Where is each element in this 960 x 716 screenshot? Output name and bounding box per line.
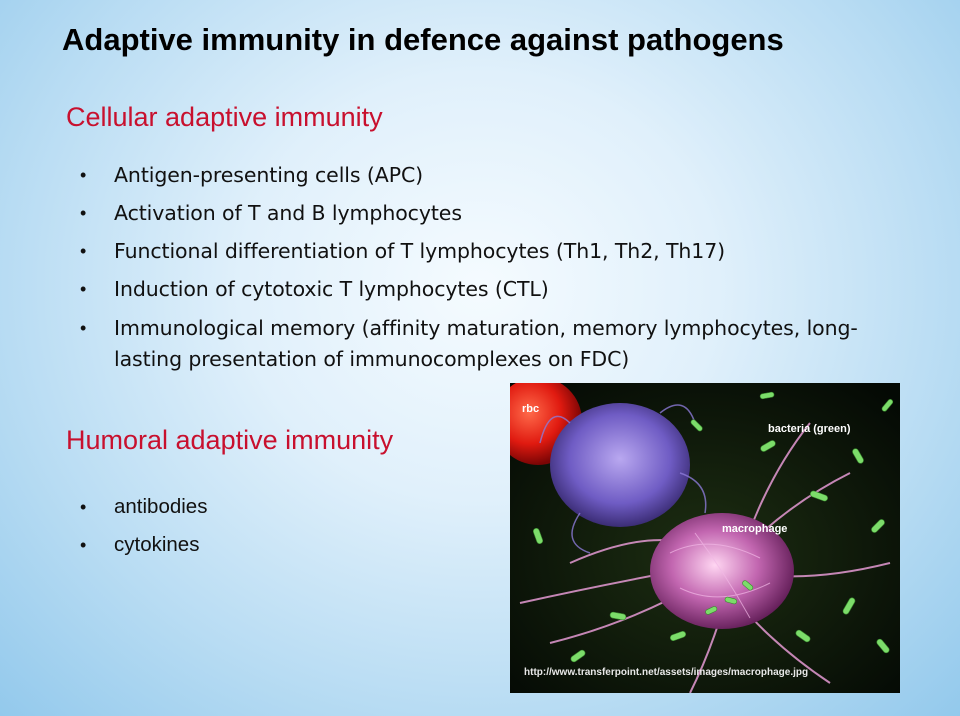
rbc-label: rbc	[522, 403, 540, 415]
humoral-heading: Humoral adaptive immunity	[66, 425, 394, 455]
bacteria-label: bacteria (green)	[768, 423, 851, 435]
list-item: • Immunological memory (affinity maturation, memory lymphocytes, long-lasting presentation of immunocomplexes on FDC)	[80, 313, 920, 375]
list-item: • Functional differentiation of T lymphocytes (Th1, Th2, Th17)	[80, 237, 920, 265]
list-item: • cytokines	[80, 531, 207, 559]
list-item: • antibodies	[80, 493, 207, 521]
list-item: • Activation of T and B lymphocytes	[80, 199, 920, 227]
macrophage-micrograph	[510, 383, 900, 693]
cellular-heading: Cellular adaptive immunity	[66, 102, 383, 132]
slide-title: Adaptive immunity in defence against pathogens	[62, 22, 784, 57]
list-item: • Antigen-presenting cells (APC)	[80, 161, 920, 189]
macrophage-label: macrophage	[722, 523, 788, 535]
cellular-list	[80, 161, 920, 385]
image-source-url: http://www.transferpoint.net/assets/images/macrophage.jpg	[524, 667, 809, 678]
list-item: • Induction of cytotoxic T lymphocytes (CTL)	[80, 275, 920, 303]
lymphocyte-cell	[550, 403, 690, 527]
humoral-list	[80, 493, 207, 569]
